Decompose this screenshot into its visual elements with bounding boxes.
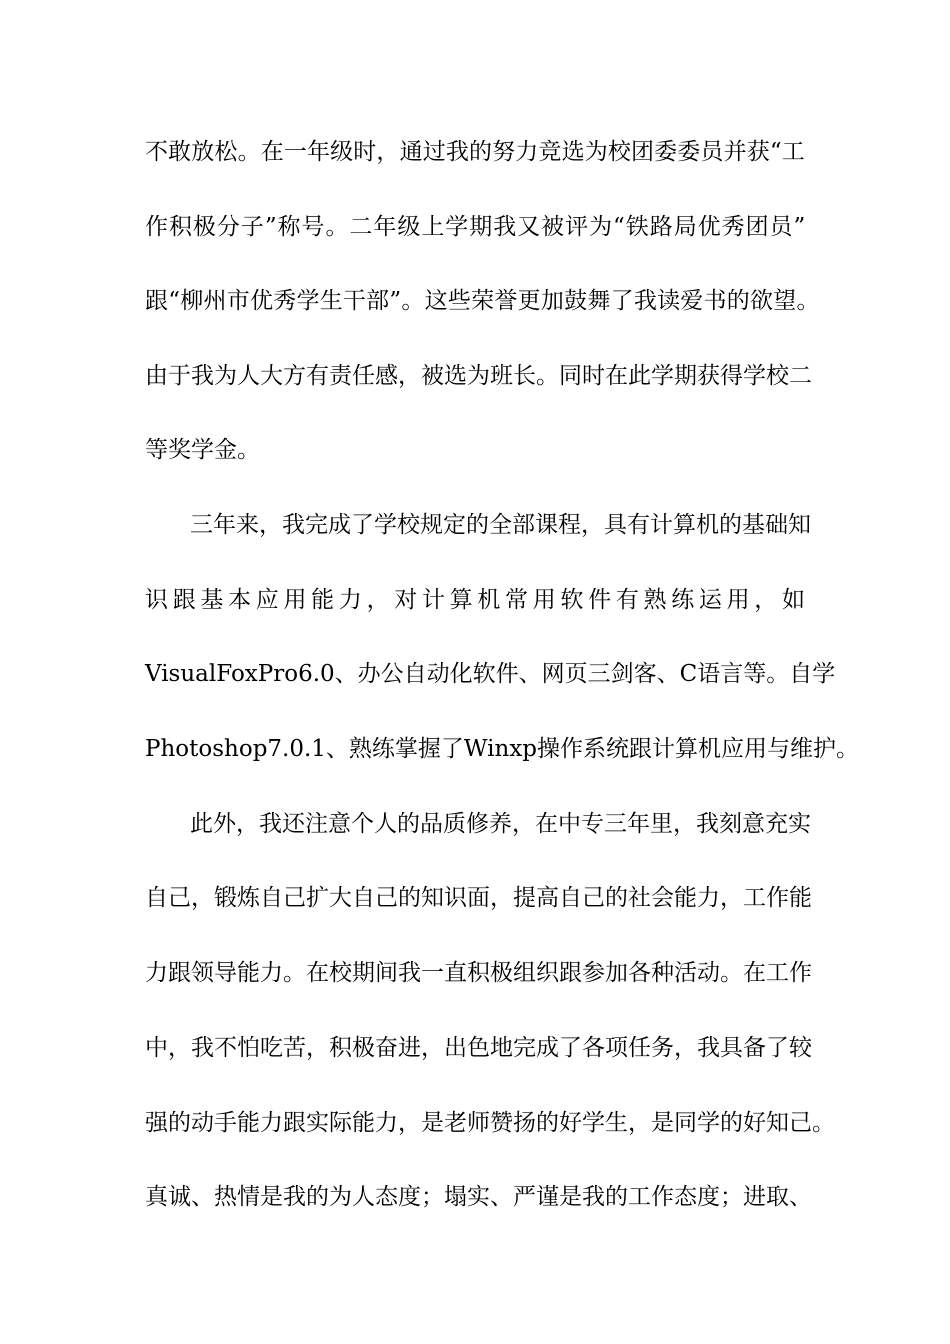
text-line-10: 此外，我还注意个人的品质修养，在中专三年里，我刻意充实 <box>190 811 811 837</box>
text-line-6: 三年来，我完成了学校规定的全部课程，具有计算机的基础知 <box>190 512 811 538</box>
text-line-13: 中，我不怕吃苦，积极奋进，出色地完成了各项任务，我具备了较 <box>145 1035 812 1061</box>
text-line-12: 力跟领导能力。在校期间我一直积极组织跟参加各种活动。在工作 <box>145 960 812 986</box>
text-line-2: 作积极分子”称号。二年级上学期我又被评为“铁路局优秀团员” <box>145 214 807 240</box>
text-line-1: 不敢放松。在一年级时，通过我的努力竞选为校团委委员并获“工 <box>145 139 805 165</box>
text-line-15: 真诚、热情是我的为人态度；塌实、严谨是我的工作态度；进取、 <box>145 1184 812 1210</box>
text-line-7: 识跟基本应用能力，对计算机常用软件有熟练运用，如 <box>145 587 810 613</box>
text-line-3: 跟“柳州市优秀学生干部”。这些荣誉更加鼓舞了我读爱书的欲望。 <box>145 288 820 314</box>
text-line-4: 由于我为人大方有责任感，被选为班长。同时在此学期获得学校二 <box>145 363 812 389</box>
text-line-9: Photoshop7.0.1、熟练掌握了Winxp操作系统跟计算机应用与维护。 <box>145 736 860 762</box>
text-line-5: 等奖学金。 <box>145 437 260 463</box>
text-line-11: 自己，锻炼自己扩大自己的知识面，提高自己的社会能力，工作能 <box>145 885 812 911</box>
text-line-8: VisualFoxPro6.0、办公自动化软件、网页三剑客、C语言等。自学 <box>145 661 836 687</box>
text-line-14: 强的动手能力跟实际能力，是老师赞扬的好学生，是同学的好知己。 <box>145 1110 835 1136</box>
